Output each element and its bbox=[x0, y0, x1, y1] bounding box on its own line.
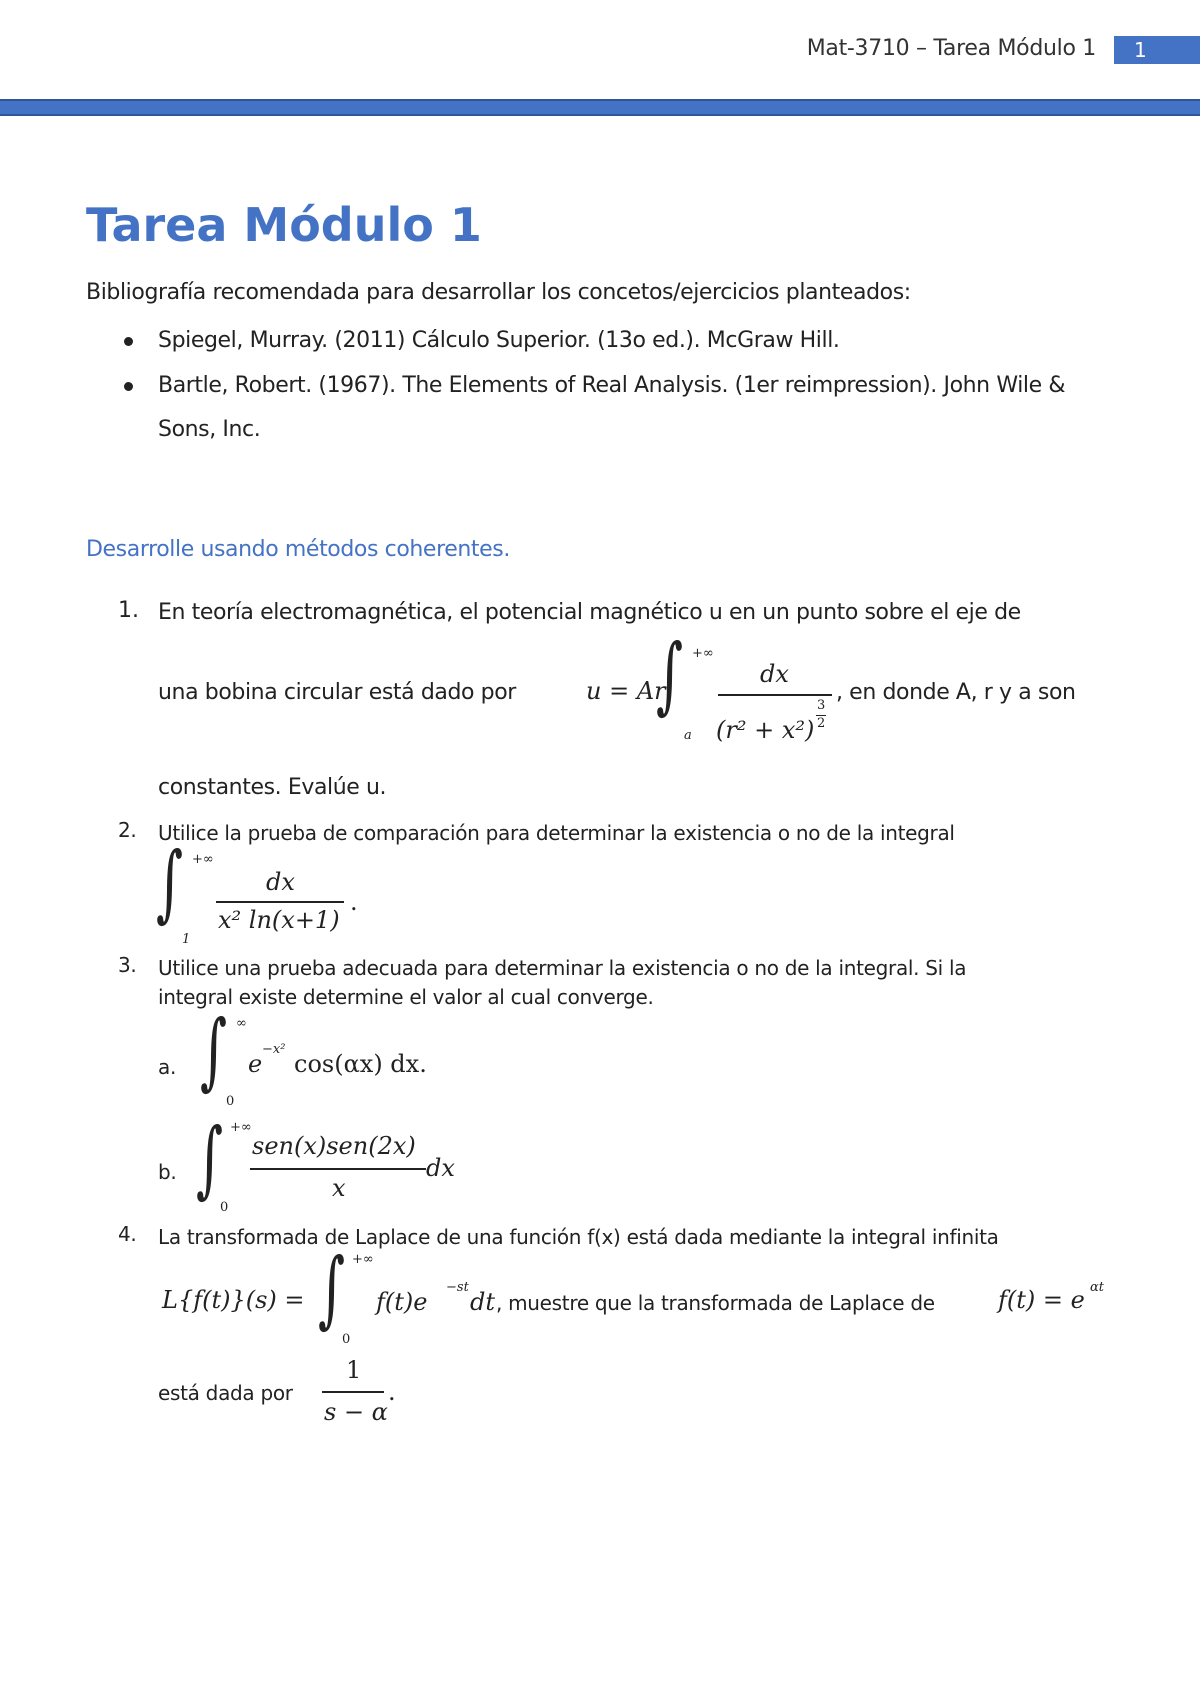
bibliography-item: Bartle, Robert. (1967). The Elements of Real Analysis. (1er reimpression). John Wile & bbox=[158, 373, 1066, 398]
exercise-4-middle: , muestre que la transformada de Laplace de bbox=[496, 1291, 935, 1315]
exercise-3-text2: integral existe determine el valor al cual converge. bbox=[158, 985, 654, 1009]
denominator: (r² + x²) bbox=[716, 716, 815, 744]
exercise-4-text: La transformada de Laplace de una función f(x) está dada mediante la integral infinita bbox=[158, 1225, 999, 1249]
bibliography-item-continuation: Sons, Inc. bbox=[158, 417, 261, 442]
exercise-number: 2. bbox=[118, 818, 137, 842]
integrand: cos(αx) dx. bbox=[294, 1050, 427, 1078]
exp-power: −x² bbox=[262, 1042, 286, 1057]
upper-limit: +∞ bbox=[352, 1252, 374, 1267]
numerator: dx bbox=[760, 660, 789, 688]
exponent-numerator: 3 bbox=[817, 698, 826, 713]
result-denominator: s − α bbox=[324, 1398, 388, 1426]
fraction-bar bbox=[250, 1168, 426, 1170]
bullet-icon bbox=[124, 337, 133, 346]
upper-limit: +∞ bbox=[192, 852, 214, 867]
exercise-3-text1: Utilice una prueba adecuada para determinar la existencia o no de la integral. Si la bbox=[158, 956, 967, 980]
exercise-4-text3: está dada por bbox=[158, 1381, 293, 1405]
header-title: Mat-3710 – Tarea Módulo 1 bbox=[806, 36, 1096, 61]
integral-sign: ∫ bbox=[196, 1111, 224, 1208]
period: . bbox=[388, 1378, 396, 1406]
upper-limit: ∞ bbox=[236, 1016, 247, 1031]
lower-limit: 0 bbox=[220, 1200, 229, 1215]
exercise-1-line1: En teoría electromagnética, el potencial magnético u en un punto sobre el eje de bbox=[158, 600, 1021, 625]
integral-sign: ∫ bbox=[156, 835, 184, 932]
exercise-1-line2-post: , en donde A, r y a son bbox=[836, 680, 1076, 705]
denominator: x² ln(x+1) bbox=[218, 906, 340, 934]
lower-limit: a bbox=[684, 728, 692, 743]
integral-sign: ∫ bbox=[656, 627, 684, 724]
numerator: dx bbox=[266, 868, 295, 896]
fraction-bar bbox=[216, 901, 344, 903]
page-title: Tarea Módulo 1 bbox=[86, 198, 482, 252]
result-numerator: 1 bbox=[346, 1356, 362, 1384]
period: . bbox=[350, 888, 358, 916]
bibliography-item: Spiegel, Murray. (2011) Cálculo Superior. (13o ed.). McGraw Hill. bbox=[158, 328, 840, 353]
lower-limit: 1 bbox=[182, 932, 191, 947]
function-exponent: αt bbox=[1090, 1280, 1105, 1295]
header-rule bbox=[0, 99, 1200, 116]
fraction-bar bbox=[322, 1391, 384, 1393]
laplace-lhs: L{f(t)}(s) = bbox=[162, 1286, 305, 1314]
upper-limit: +∞ bbox=[692, 646, 714, 661]
exercise-2-text: Utilice la prueba de comparación para determinar la existencia o no de la integral bbox=[158, 821, 955, 845]
item-label-b: b. bbox=[158, 1160, 177, 1184]
exercise-1-line2-pre: una bobina circular está dado por bbox=[158, 680, 516, 705]
numerator: sen(x)sen(2x) bbox=[252, 1132, 416, 1160]
denominator: x bbox=[332, 1174, 346, 1202]
exponent-denominator: 2 bbox=[817, 716, 826, 731]
exercise-number: 4. bbox=[118, 1222, 137, 1246]
page-number: 1 bbox=[1114, 36, 1200, 64]
integrand-exponent: −st bbox=[446, 1280, 469, 1295]
exercise-number: 3. bbox=[118, 953, 137, 977]
bullet-icon bbox=[124, 382, 133, 391]
exercise-1-line3: constantes. Evalúe u. bbox=[158, 775, 387, 800]
lower-limit: 0 bbox=[226, 1094, 235, 1109]
item-label-a: a. bbox=[158, 1055, 177, 1079]
differential: dx bbox=[426, 1154, 455, 1182]
upper-limit: +∞ bbox=[230, 1120, 252, 1135]
exercise-number: 1. bbox=[118, 598, 139, 623]
integrand: f(t)e bbox=[376, 1288, 428, 1316]
fraction-bar bbox=[718, 694, 832, 696]
bibliography-intro: Bibliografía recomendada para desarrollar los concetos/ejercicios planteados: bbox=[86, 280, 911, 305]
lower-limit: 0 bbox=[342, 1332, 351, 1347]
integral-sign: ∫ bbox=[318, 1241, 346, 1338]
section-heading: Desarrolle usando métodos coherentes. bbox=[86, 537, 510, 562]
exp-base: e bbox=[248, 1050, 263, 1078]
formula-lhs: u = Ar bbox=[586, 677, 666, 705]
function-expression: f(t) = e bbox=[998, 1286, 1085, 1314]
differential: dt bbox=[470, 1288, 496, 1316]
integral-sign: ∫ bbox=[200, 1003, 228, 1100]
